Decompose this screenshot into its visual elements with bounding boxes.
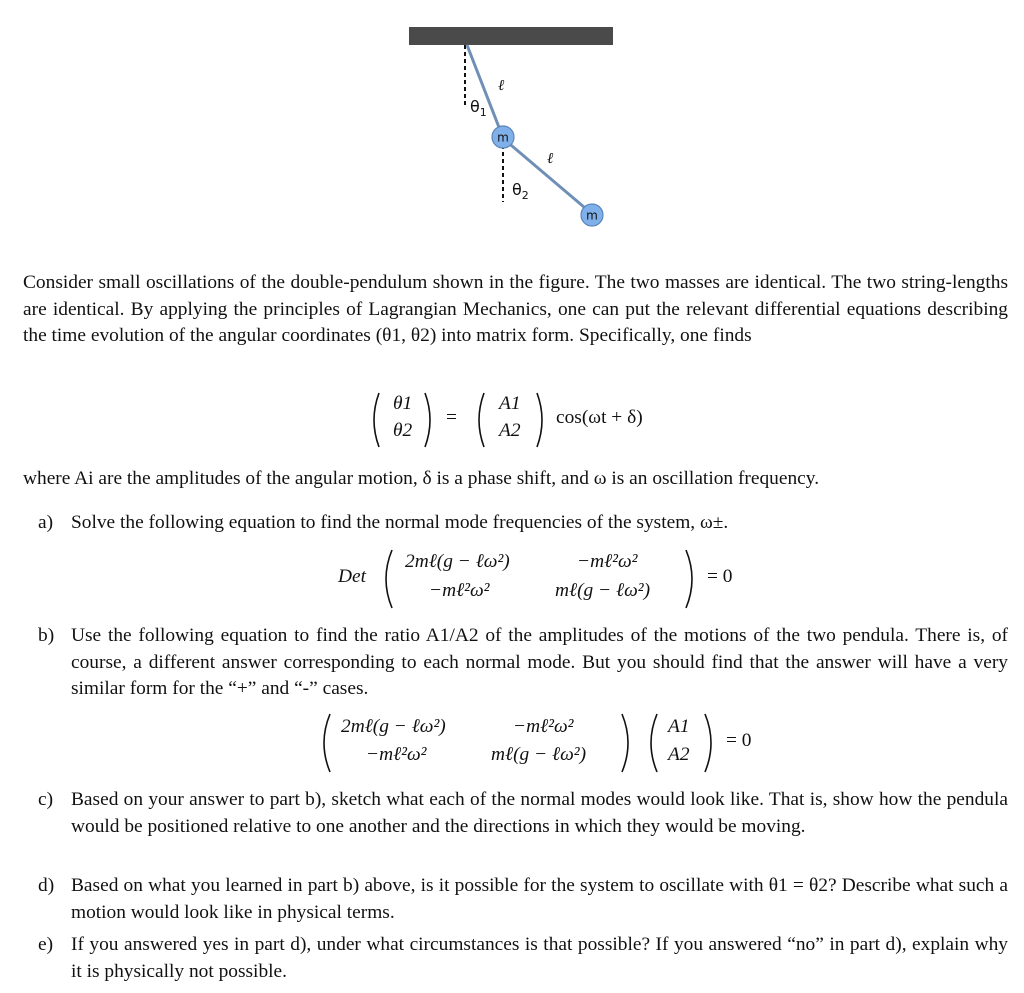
part-e-label: e) xyxy=(38,934,54,955)
part-b-label: b) xyxy=(38,625,55,646)
eq1-theta2: θ2 xyxy=(393,420,413,441)
intro-text: Consider small oscillations of the double-pendulum shown in the figure. The two masses are identical. The two string-lengths are identical. By applying the principles of Lagrangian Mechanics, one can put the relevant differential equations describing the time evolution of the angular coordinates (θ1, θ2) into matrix form. Specifically, one finds xyxy=(23,272,1008,346)
where-paragraph xyxy=(23,466,1008,493)
eq2-m22: mℓ(g − ℓω²) xyxy=(555,580,651,601)
part-d-text: Based on what you learned in part b) above, is it possible for the system to oscillate with θ1 = θ2? Describe what such a motion would look like in physical terms. xyxy=(71,875,1008,923)
eq1-cos: cos(ωt + δ) xyxy=(556,407,643,428)
eq3-a2: A2 xyxy=(668,744,690,765)
length-label-2: ℓ xyxy=(547,151,554,167)
eq1-paren-right-2 xyxy=(535,391,549,449)
part-a-label: a) xyxy=(38,512,54,533)
eq3-m21: −mℓ²ω² xyxy=(366,744,427,765)
eq1-paren-left-1 xyxy=(367,391,381,449)
eq3-paren-right-2 xyxy=(703,712,719,774)
length-label-1: ℓ xyxy=(498,78,505,94)
part-c-label: c) xyxy=(38,789,54,810)
eq1-a2: A2 xyxy=(499,420,521,441)
eq2-m12: −mℓ²ω² xyxy=(577,551,638,572)
theta2-label: $\theta_2$ xyxy=(512,180,529,202)
eq1-paren-right-1 xyxy=(423,391,437,449)
part-e-text: If you answered yes in part d), under what circumstances is that possible? If you answered “no” in part d), explain why it is physically not possible. xyxy=(71,934,1008,982)
eq1-paren-left-2 xyxy=(472,391,486,449)
mass-1-label: m xyxy=(497,130,509,145)
part-a xyxy=(38,510,1008,537)
eq3-rhs: = 0 xyxy=(726,730,752,751)
part-e xyxy=(38,932,1008,985)
eq3-a1: A1 xyxy=(668,716,690,737)
eq1-a1: A1 xyxy=(499,393,521,414)
eq3-paren-right-1 xyxy=(620,712,636,774)
eq2-m21: −mℓ²ω² xyxy=(429,580,490,601)
ceiling-bar xyxy=(409,27,613,45)
double-pendulum-figure xyxy=(395,20,625,250)
mass-2-label: m xyxy=(586,208,598,223)
eq3-paren-left-2 xyxy=(643,712,659,774)
eq3-m11: 2mℓ(g − ℓω²) xyxy=(341,716,446,737)
string-1 xyxy=(467,45,505,135)
part-d xyxy=(38,873,1008,926)
part-d-label: d) xyxy=(38,875,55,896)
part-c xyxy=(38,787,1008,840)
eq3-paren-left-1 xyxy=(316,712,332,774)
eq2-paren-left xyxy=(378,548,394,610)
eq2-rhs: = 0 xyxy=(707,566,733,587)
eq1-equals: = xyxy=(446,407,457,428)
eq1-theta1: θ1 xyxy=(393,393,413,414)
eq3-m22: mℓ(g − ℓω²) xyxy=(491,744,587,765)
where-text: where Ai are the amplitudes of the angular motion, δ is a phase shift, and ω is an oscillation frequency. xyxy=(23,468,820,489)
part-b-text: Use the following equation to find the ratio A1/A2 of the amplitudes of the motions of the two pendula. There is, of course, a different answer corresponding to each normal mode. But you should find that the answer will have a very similar form for the “+” and “-” cases. xyxy=(71,625,1008,699)
intro-paragraph xyxy=(23,270,1008,350)
eq2-det: Det xyxy=(338,566,366,587)
theta1-label: $\theta_1$ xyxy=(470,97,487,119)
part-a-text: Solve the following equation to find the normal mode frequencies of the system, ω±. xyxy=(71,512,729,533)
part-b xyxy=(38,623,1008,703)
eq2-paren-right xyxy=(684,548,700,610)
part-c-text: Based on your answer to part b), sketch what each of the normal modes would look like. That is, show how the pendula would be positioned relative to one another and the directions in which they would be moving. xyxy=(71,789,1008,837)
eq3-m12: −mℓ²ω² xyxy=(513,716,574,737)
eq2-m11: 2mℓ(g − ℓω²) xyxy=(405,551,510,572)
